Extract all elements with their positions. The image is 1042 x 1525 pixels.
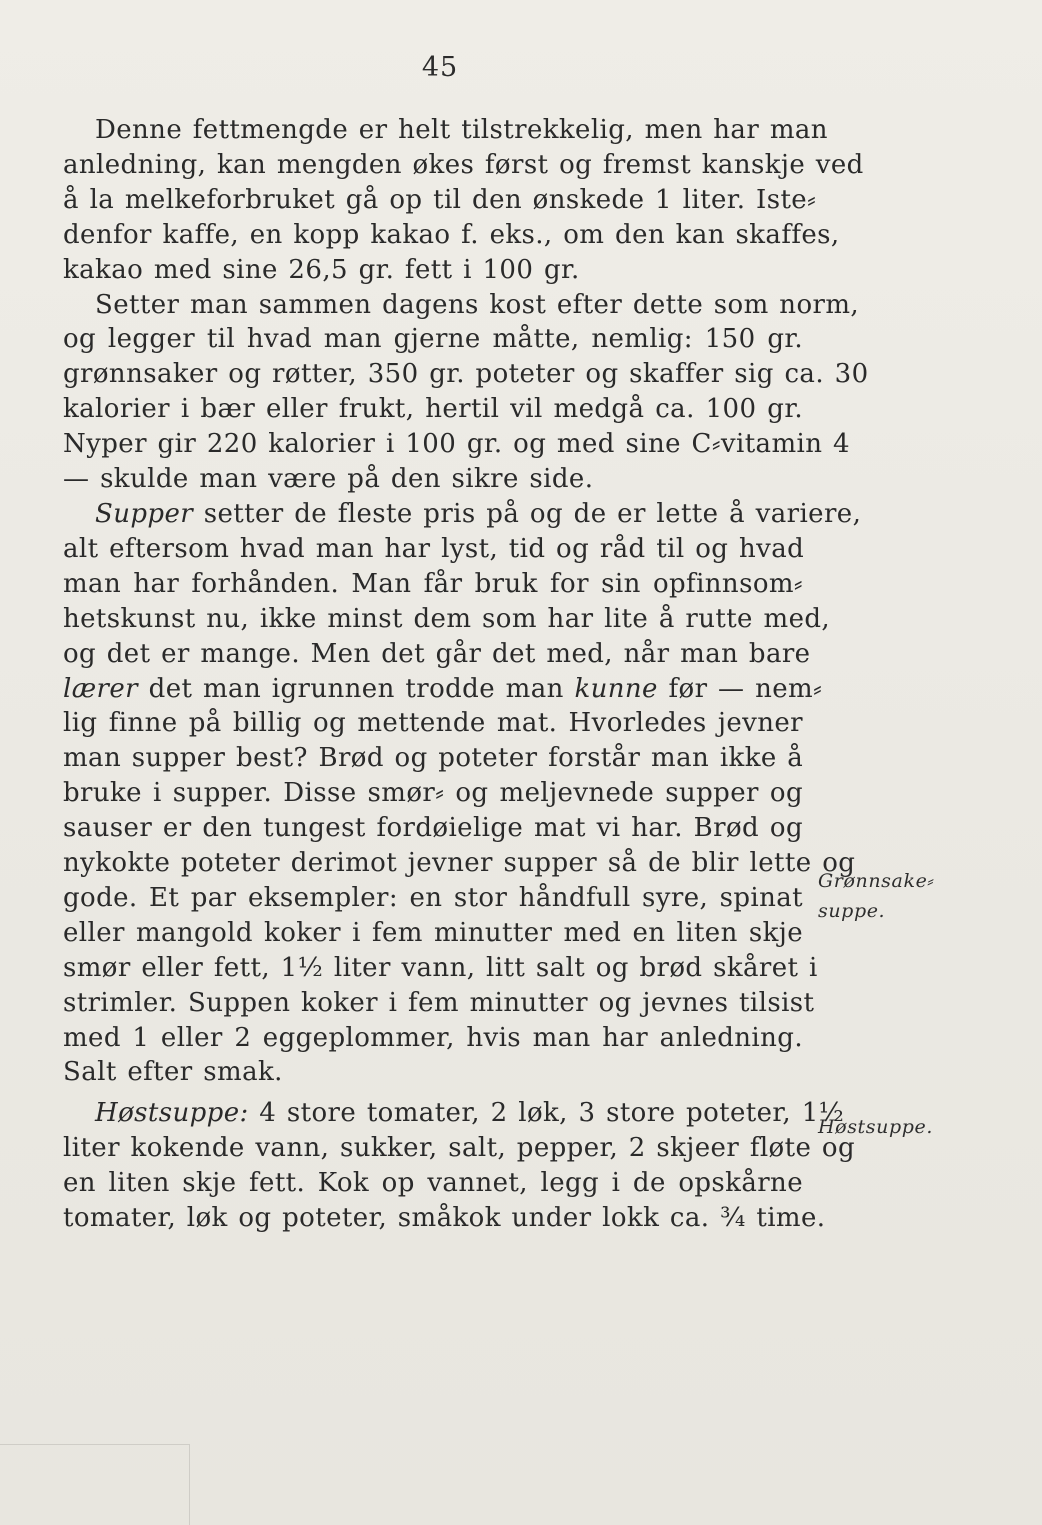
text-span: setter de fleste pris på og de er lette å variere, <box>193 498 862 529</box>
text-line: hetskunst nu, ikke minst dem som har lite å rutte med, <box>63 603 831 634</box>
page-number: 45 <box>421 52 459 83</box>
text-span: 4 store tomater, 2 løk, 3 store poteter, 1½ <box>248 1098 845 1129</box>
text-line: kalorier i bær eller frukt, hertil vil medgå ca. 100 gr. <box>63 394 803 425</box>
soups-lead: Supper <box>95 498 194 529</box>
paragraph-soups <box>63 497 862 1090</box>
text-line: man supper best? Brød og poteter forstår man ikke å <box>63 743 804 774</box>
text-line: denfor kaffe, en kopp kakao f. eks., om den kan skaffes, <box>63 219 840 250</box>
text-span: før — nem⸗ <box>657 673 823 704</box>
text-line: å la melkeforbruket gå op til den ønskede 1 liter. Iste⸗ <box>63 184 817 215</box>
paragraph-fat-amount <box>63 113 864 288</box>
margin-note-autumn-soup <box>818 1112 933 1142</box>
text-line: og det er mange. Men det går det med, når man bare <box>63 638 811 669</box>
text-line: man har forhånden. Man får bruk for sin opfinnsom⸗ <box>63 568 803 599</box>
margin-note-line: suppe. <box>818 900 886 922</box>
text-line: — skulde man være på den sikre side. <box>63 464 594 495</box>
text-line: gode. Et par eksempler: en stor håndfull syre, spinat <box>63 882 803 913</box>
text-line: bruke i supper. Disse smør⸗ og meljevnede supper og <box>63 778 803 809</box>
text-line: anledning, kan mengden økes først og fremst kanskje ved <box>63 149 864 180</box>
text-line <box>95 497 862 532</box>
italic-word: lærer <box>63 673 138 704</box>
paragraph-autumn-soup <box>63 1096 856 1236</box>
text-line: Salt efter smak. <box>63 1057 283 1088</box>
text-line: smør eller fett, 1½ liter vann, litt salt og brød skåret i <box>63 952 818 983</box>
text-line: med 1 eller 2 eggeplommer, hvis man har anledning. <box>63 1022 803 1053</box>
text-line <box>63 672 823 707</box>
text-line: eller mangold koker i fem minutter med en liten skje <box>63 917 803 948</box>
scan-corner-mark <box>0 1444 190 1525</box>
text-line: sauser er den tungest fordøielige mat vi har. Brød og <box>63 813 803 844</box>
text-line: strimler. Suppen koker i fem minutter og jevnes tilsist <box>63 987 815 1018</box>
text-line: nykokte poteter derimot jevner supper så de blir lette og <box>63 848 856 879</box>
text-span: det man igrunnen trodde man <box>138 673 575 704</box>
text-line: liter kokende vann, sukker, salt, pepper, 2 skjeer fløte og <box>63 1133 856 1164</box>
text-line: lig finne på billig og mettende mat. Hvorledes jevner <box>63 708 803 739</box>
text-line: og legger til hvad man gjerne måtte, nemlig: 150 gr. <box>63 324 803 355</box>
text-line: Denne fettmengde er helt tilstrekkelig, men har man <box>95 115 828 145</box>
autumn-soup-lead: Høstsuppe: <box>95 1098 249 1129</box>
body-text <box>63 113 869 1236</box>
text-line: grønnsaker og røtter, 350 gr. poteter og skaffer sig ca. 30 <box>63 359 869 390</box>
text-line: Setter man sammen dagens kost efter dette som norm, <box>95 289 860 320</box>
paragraph-daily-diet <box>63 288 869 497</box>
margin-note-vegetable-soup <box>818 866 934 926</box>
margin-note-line: Høstsuppe. <box>818 1116 933 1138</box>
text-line: tomater, løk og poteter, småkok under lokk ca. ¾ time. <box>63 1203 826 1234</box>
text-line <box>95 1096 845 1131</box>
text-line: Nyper gir 220 kalorier i 100 gr. og med sine C⸗vitamin 4 <box>63 429 850 460</box>
margin-note-line: Grønnsake⸗ <box>818 870 935 892</box>
text-line: alt eftersom hvad man har lyst, tid og råd til og hvad <box>63 533 805 564</box>
text-line: en liten skje fett. Kok op vannet, legg i de opskårne <box>63 1168 803 1199</box>
text-line: kakao med sine 26,5 gr. fett i 100 gr. <box>63 254 580 285</box>
italic-word: kunne <box>574 673 658 704</box>
